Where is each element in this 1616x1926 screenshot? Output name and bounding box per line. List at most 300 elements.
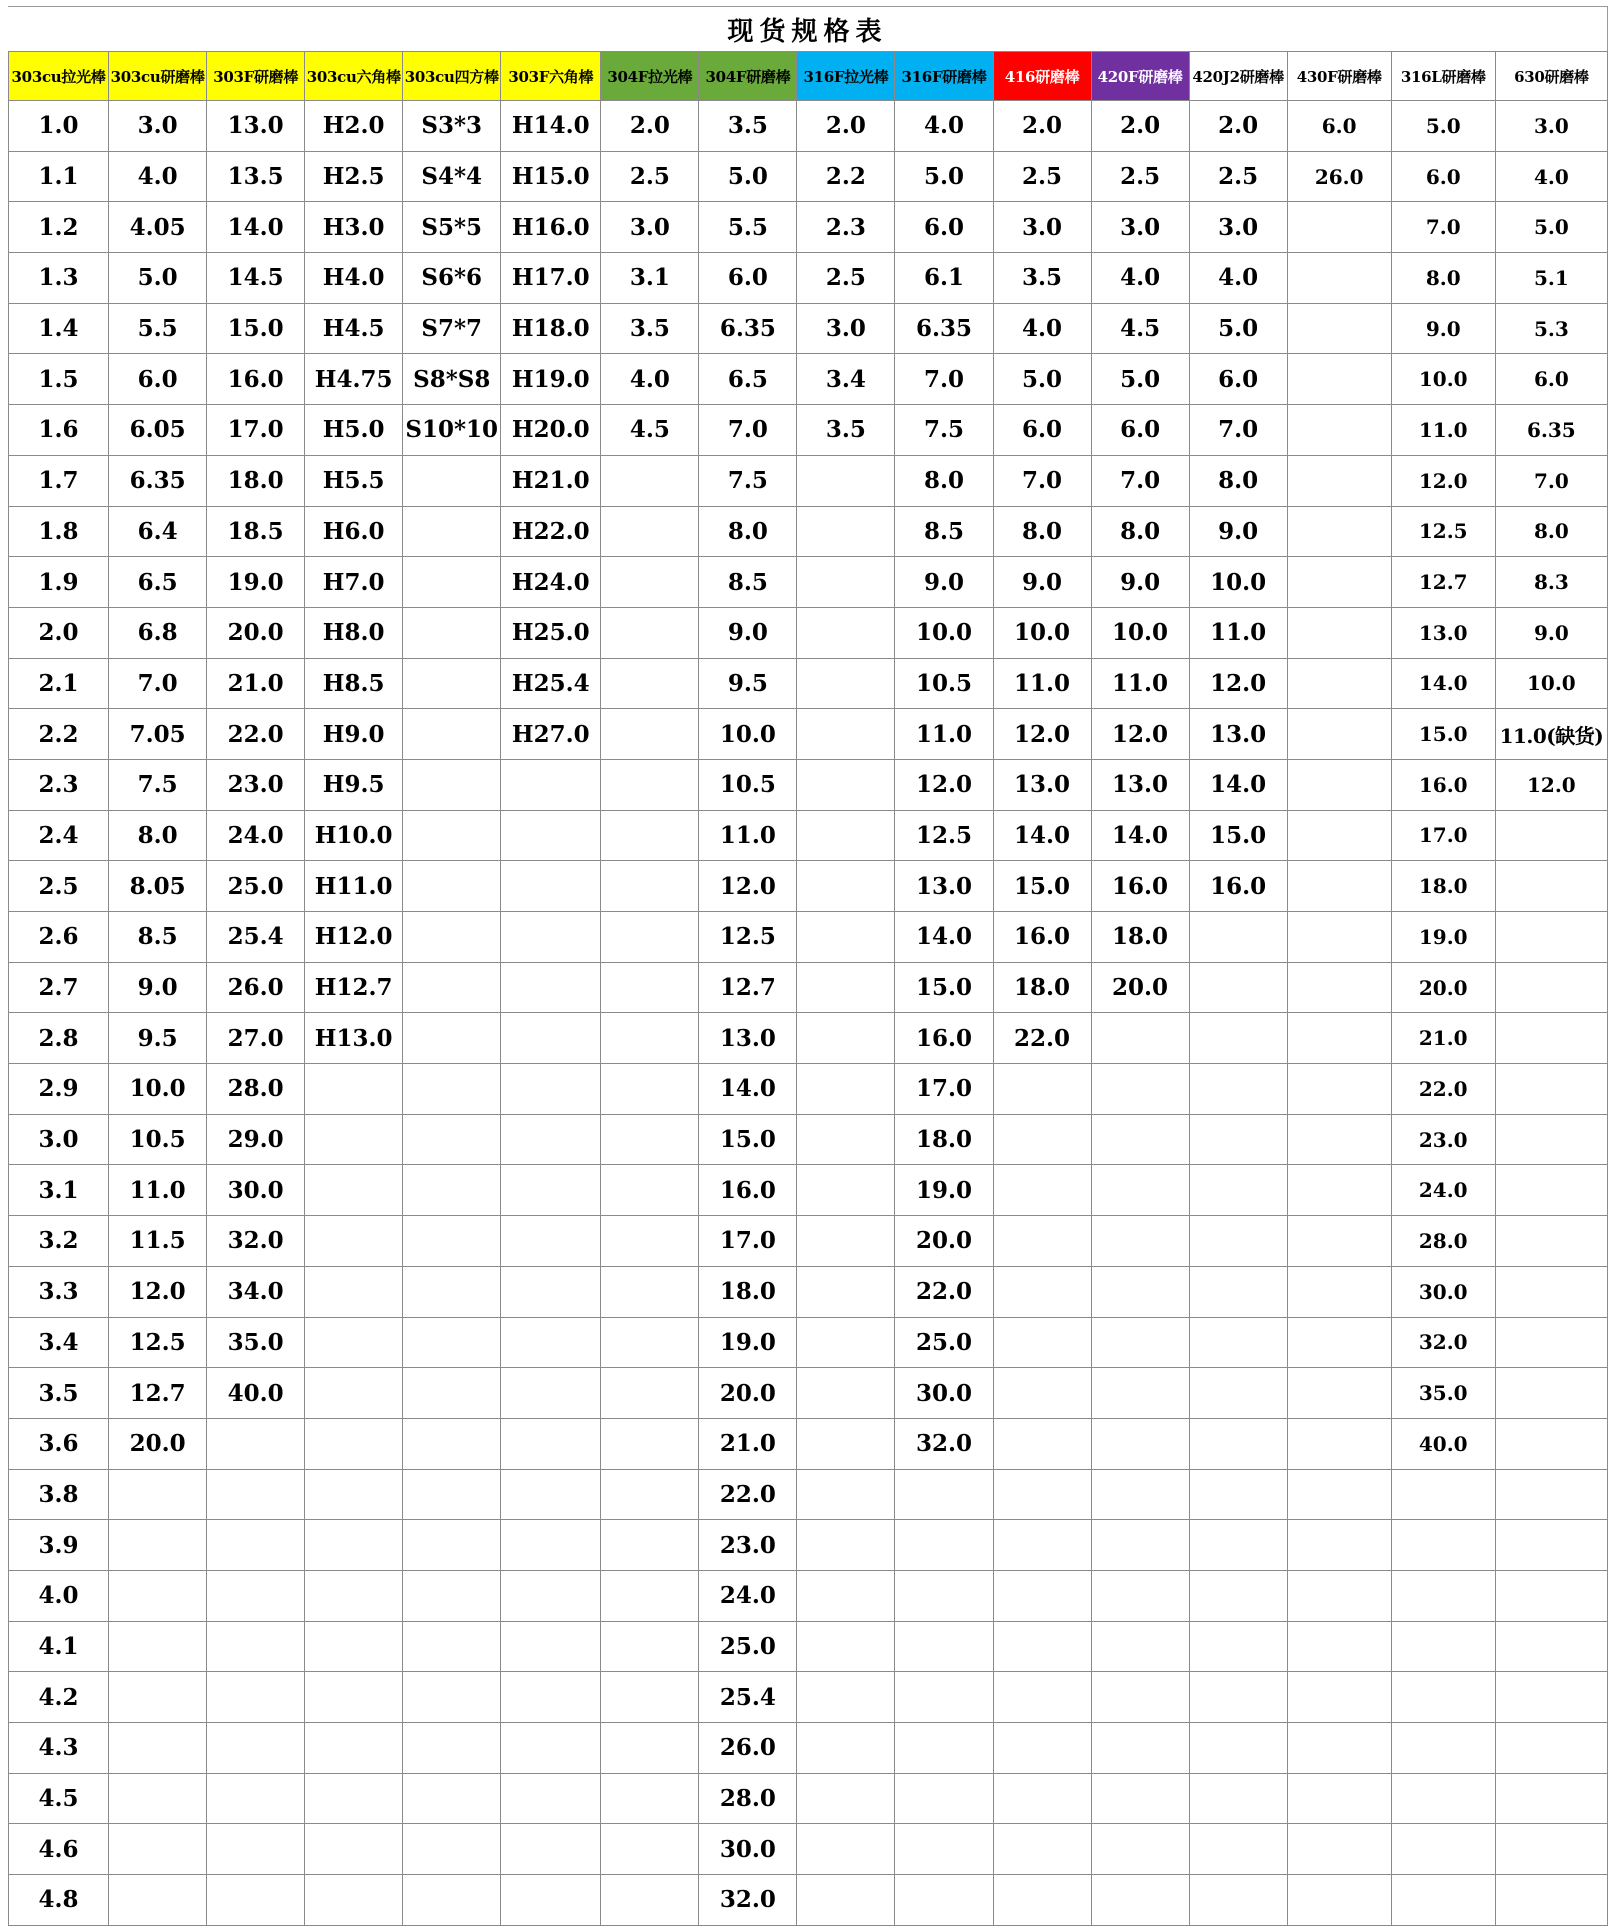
table-cell: 15.0 — [699, 1114, 797, 1165]
table-cell — [1287, 607, 1391, 658]
table-cell — [501, 810, 601, 861]
table-cell: 9.0 — [699, 607, 797, 658]
table-cell — [797, 1114, 895, 1165]
table-cell: 4.5 — [601, 405, 699, 456]
table-cell — [601, 1064, 699, 1115]
table-cell: 7.0 — [1091, 455, 1189, 506]
table-cell: 30.0 — [207, 1165, 305, 1216]
table-cell: 19.0 — [895, 1165, 993, 1216]
spec-table — [8, 51, 1608, 1926]
table-cell — [797, 1520, 895, 1571]
table-cell — [601, 1368, 699, 1419]
table-cell: S6*6 — [403, 253, 501, 304]
table-cell — [1091, 1773, 1189, 1824]
table-cell — [501, 1621, 601, 1672]
table-cell — [501, 1064, 601, 1115]
table-cell: 1.7 — [9, 455, 109, 506]
table-cell: H2.0 — [305, 101, 403, 152]
table-cell: 8.3 — [1495, 557, 1607, 608]
table-cell: 20.0 — [207, 607, 305, 658]
header-row — [9, 52, 1608, 101]
table-cell: 16.0 — [1091, 861, 1189, 912]
table-cell: H8.0 — [305, 607, 403, 658]
table-cell: 4.0 — [1495, 151, 1607, 202]
table-cell: 12.7 — [109, 1368, 207, 1419]
table-cell: 40.0 — [207, 1368, 305, 1419]
table-cell: 34.0 — [207, 1266, 305, 1317]
table-cell — [797, 1773, 895, 1824]
table-cell — [305, 1570, 403, 1621]
table-cell: 16.0 — [699, 1165, 797, 1216]
table-cell — [1287, 759, 1391, 810]
table-cell: 25.0 — [699, 1621, 797, 1672]
table-cell — [1287, 1418, 1391, 1469]
table-cell — [601, 1114, 699, 1165]
table-cell: 1.0 — [9, 101, 109, 152]
table-cell: 7.0 — [109, 658, 207, 709]
table-cell — [1091, 1570, 1189, 1621]
table-cell — [501, 1469, 601, 1520]
table-cell: 4.2 — [9, 1672, 109, 1723]
table-row — [9, 1216, 1608, 1267]
table-cell: 20.0 — [109, 1418, 207, 1469]
table-cell — [305, 1621, 403, 1672]
table-cell — [1091, 1723, 1189, 1774]
table-cell — [601, 1013, 699, 1064]
table-cell: 12.5 — [1391, 506, 1495, 557]
table-cell — [601, 506, 699, 557]
table-cell: 12.0 — [109, 1266, 207, 1317]
table-cell — [1495, 1216, 1607, 1267]
table-cell — [1287, 962, 1391, 1013]
table-cell: 14.5 — [207, 253, 305, 304]
table-cell — [797, 912, 895, 963]
table-cell — [1091, 1672, 1189, 1723]
table-cell — [1287, 1672, 1391, 1723]
table-cell — [993, 1520, 1091, 1571]
table-cell: 14.0 — [699, 1064, 797, 1115]
table-cell — [1287, 1368, 1391, 1419]
table-cell: 3.4 — [9, 1317, 109, 1368]
table-cell: 10.0 — [699, 709, 797, 760]
table-cell — [993, 1469, 1091, 1520]
table-cell: S4*4 — [403, 151, 501, 202]
table-cell: 23.0 — [1391, 1114, 1495, 1165]
table-cell — [403, 1875, 501, 1926]
table-cell: H4.75 — [305, 354, 403, 405]
table-cell: 8.0 — [993, 506, 1091, 557]
table-cell: 1.5 — [9, 354, 109, 405]
table-cell — [601, 759, 699, 810]
table-cell: 3.2 — [9, 1216, 109, 1267]
table-cell: 24.0 — [1391, 1165, 1495, 1216]
table-cell — [1495, 912, 1607, 963]
table-cell: 10.0 — [109, 1064, 207, 1115]
table-cell: 2.6 — [9, 912, 109, 963]
table-cell: 16.0 — [1189, 861, 1287, 912]
table-cell: H27.0 — [501, 709, 601, 760]
table-row — [9, 1824, 1608, 1875]
table-cell — [993, 1317, 1091, 1368]
table-cell — [403, 861, 501, 912]
table-cell: 12.0 — [699, 861, 797, 912]
table-cell — [601, 1570, 699, 1621]
table-cell — [403, 455, 501, 506]
table-row — [9, 405, 1608, 456]
table-cell: 15.0 — [895, 962, 993, 1013]
table-cell: H20.0 — [501, 405, 601, 456]
table-cell: 5.0 — [993, 354, 1091, 405]
table-cell: H4.5 — [305, 303, 403, 354]
table-row — [9, 1469, 1608, 1520]
table-cell — [1391, 1875, 1495, 1926]
column-header: 416研磨棒 — [993, 52, 1091, 101]
table-cell: 22.0 — [207, 709, 305, 760]
sheet-title: 现货规格表 — [8, 6, 1608, 51]
column-header: 303F六角棒 — [501, 52, 601, 101]
table-row — [9, 1621, 1608, 1672]
table-cell: 7.0 — [699, 405, 797, 456]
table-cell: 6.0 — [1091, 405, 1189, 456]
table-cell — [1495, 1368, 1607, 1419]
table-cell: 4.5 — [9, 1773, 109, 1824]
table-cell: 32.0 — [895, 1418, 993, 1469]
table-row — [9, 759, 1608, 810]
table-cell — [403, 810, 501, 861]
table-cell — [1287, 1216, 1391, 1267]
table-cell — [1287, 1266, 1391, 1317]
table-cell: 3.3 — [9, 1266, 109, 1317]
table-cell — [1495, 1064, 1607, 1115]
table-cell: 13.0 — [699, 1013, 797, 1064]
table-cell — [1391, 1773, 1495, 1824]
table-cell: 3.1 — [601, 253, 699, 304]
table-cell: 11.0 — [109, 1165, 207, 1216]
table-cell: 2.0 — [9, 607, 109, 658]
table-row — [9, 1266, 1608, 1317]
table-cell — [305, 1875, 403, 1926]
table-cell: 3.0 — [797, 303, 895, 354]
table-cell — [797, 1266, 895, 1317]
table-row — [9, 607, 1608, 658]
table-cell: 20.0 — [895, 1216, 993, 1267]
table-cell: 6.0 — [993, 405, 1091, 456]
table-cell — [1287, 1621, 1391, 1672]
table-cell: 14.0 — [1189, 759, 1287, 810]
table-cell — [601, 1469, 699, 1520]
table-cell — [305, 1520, 403, 1571]
table-cell — [1495, 1570, 1607, 1621]
table-cell: 8.0 — [895, 455, 993, 506]
table-cell — [993, 1165, 1091, 1216]
table-cell — [797, 861, 895, 912]
table-cell: 10.5 — [699, 759, 797, 810]
table-cell — [797, 759, 895, 810]
table-cell — [1391, 1520, 1495, 1571]
table-cell: 5.3 — [1495, 303, 1607, 354]
column-header: 303F研磨棒 — [207, 52, 305, 101]
table-cell: H14.0 — [501, 101, 601, 152]
table-cell: 6.4 — [109, 506, 207, 557]
table-cell: H12.0 — [305, 912, 403, 963]
table-cell — [207, 1824, 305, 1875]
table-cell: 2.4 — [9, 810, 109, 861]
table-cell — [601, 1165, 699, 1216]
table-cell — [1287, 1469, 1391, 1520]
table-cell — [1287, 1520, 1391, 1571]
table-cell — [797, 1469, 895, 1520]
table-cell: H24.0 — [501, 557, 601, 608]
table-cell: 17.0 — [699, 1216, 797, 1267]
table-cell — [109, 1672, 207, 1723]
table-cell — [403, 912, 501, 963]
table-cell — [797, 1418, 895, 1469]
table-cell: 7.0 — [1189, 405, 1287, 456]
table-cell: S10*10 — [403, 405, 501, 456]
table-cell — [1189, 1266, 1287, 1317]
table-cell — [1495, 1723, 1607, 1774]
table-row — [9, 810, 1608, 861]
table-cell: 3.5 — [601, 303, 699, 354]
table-cell: 4.0 — [895, 101, 993, 152]
table-cell: 11.0 — [1189, 607, 1287, 658]
table-cell — [1189, 1216, 1287, 1267]
table-cell: 13.0 — [993, 759, 1091, 810]
table-cell — [797, 1165, 895, 1216]
table-cell — [403, 1773, 501, 1824]
table-cell: 6.35 — [699, 303, 797, 354]
table-cell: 3.0 — [1091, 202, 1189, 253]
table-cell — [601, 1418, 699, 1469]
table-cell: 22.0 — [895, 1266, 993, 1317]
table-cell — [601, 1672, 699, 1723]
table-cell: 14.0 — [1391, 658, 1495, 709]
table-cell: 21.0 — [699, 1418, 797, 1469]
table-cell: 17.0 — [207, 405, 305, 456]
table-cell: 20.0 — [699, 1368, 797, 1419]
table-cell: H25.4 — [501, 658, 601, 709]
table-cell: 29.0 — [207, 1114, 305, 1165]
column-header: 316F研磨棒 — [895, 52, 993, 101]
table-cell — [501, 1520, 601, 1571]
table-cell — [1091, 1418, 1189, 1469]
table-row — [9, 1672, 1608, 1723]
table-cell — [501, 962, 601, 1013]
column-header: 303cu四方棒 — [403, 52, 501, 101]
table-cell: 19.0 — [207, 557, 305, 608]
table-cell — [601, 1773, 699, 1824]
table-cell — [1287, 1824, 1391, 1875]
table-cell: 25.0 — [207, 861, 305, 912]
table-cell: 2.0 — [1091, 101, 1189, 152]
table-cell: 11.0 — [699, 810, 797, 861]
table-row — [9, 709, 1608, 760]
table-cell — [797, 658, 895, 709]
table-cell — [993, 1621, 1091, 1672]
table-cell: 18.0 — [993, 962, 1091, 1013]
table-cell — [993, 1418, 1091, 1469]
table-cell — [501, 1114, 601, 1165]
table-row — [9, 1368, 1608, 1419]
table-cell: 8.0 — [699, 506, 797, 557]
table-cell: 10.5 — [895, 658, 993, 709]
table-cell: 12.5 — [699, 912, 797, 963]
table-cell — [1091, 1317, 1189, 1368]
table-cell: 6.0 — [895, 202, 993, 253]
table-cell — [1287, 506, 1391, 557]
table-cell: S5*5 — [403, 202, 501, 253]
table-cell: 12.0 — [1189, 658, 1287, 709]
table-cell — [601, 1216, 699, 1267]
table-cell — [1189, 962, 1287, 1013]
table-cell — [1189, 1723, 1287, 1774]
table-cell: 11.5 — [109, 1216, 207, 1267]
table-cell — [403, 1266, 501, 1317]
table-row — [9, 658, 1608, 709]
table-cell: 19.0 — [1391, 912, 1495, 963]
table-cell — [207, 1418, 305, 1469]
table-cell: 13.0 — [1091, 759, 1189, 810]
table-cell: H10.0 — [305, 810, 403, 861]
table-cell: 1.9 — [9, 557, 109, 608]
table-cell — [993, 1216, 1091, 1267]
table-cell: 5.1 — [1495, 253, 1607, 304]
table-cell — [601, 962, 699, 1013]
table-cell: 3.0 — [1189, 202, 1287, 253]
table-cell — [601, 455, 699, 506]
table-cell: 16.0 — [895, 1013, 993, 1064]
table-cell — [1495, 861, 1607, 912]
table-cell: 1.3 — [9, 253, 109, 304]
table-cell — [403, 1723, 501, 1774]
table-cell: H13.0 — [305, 1013, 403, 1064]
table-cell: 3.5 — [9, 1368, 109, 1419]
table-cell — [1189, 1621, 1287, 1672]
table-cell: 5.5 — [699, 202, 797, 253]
table-cell — [109, 1875, 207, 1926]
table-cell: H4.0 — [305, 253, 403, 304]
table-cell — [305, 1418, 403, 1469]
table-cell — [797, 1064, 895, 1115]
table-cell — [1189, 912, 1287, 963]
table-cell — [993, 1824, 1091, 1875]
table-cell: H3.0 — [305, 202, 403, 253]
table-cell: 16.0 — [207, 354, 305, 405]
table-cell: 10.0 — [993, 607, 1091, 658]
table-cell — [895, 1773, 993, 1824]
table-cell: 12.7 — [699, 962, 797, 1013]
table-cell: 20.0 — [1391, 962, 1495, 1013]
table-cell: 3.0 — [9, 1114, 109, 1165]
table-cell — [895, 1469, 993, 1520]
table-row — [9, 1570, 1608, 1621]
table-cell: 2.0 — [1189, 101, 1287, 152]
table-cell — [403, 658, 501, 709]
table-cell — [993, 1368, 1091, 1419]
table-cell: 9.0 — [1189, 506, 1287, 557]
table-cell: 30.0 — [1391, 1266, 1495, 1317]
table-cell — [403, 962, 501, 1013]
table-cell: 6.0 — [1391, 151, 1495, 202]
table-cell: 6.35 — [1495, 405, 1607, 456]
table-cell — [797, 1824, 895, 1875]
table-cell: 7.5 — [699, 455, 797, 506]
table-cell — [993, 1570, 1091, 1621]
table-row — [9, 1875, 1608, 1926]
table-cell — [501, 1418, 601, 1469]
table-cell: 16.0 — [1391, 759, 1495, 810]
table-cell — [797, 1570, 895, 1621]
table-cell: 3.5 — [993, 253, 1091, 304]
table-cell — [501, 1773, 601, 1824]
table-cell: 3.0 — [601, 202, 699, 253]
table-cell — [797, 1723, 895, 1774]
table-cell — [305, 1114, 403, 1165]
table-row — [9, 962, 1608, 1013]
table-cell: 12.0 — [993, 709, 1091, 760]
table-row — [9, 354, 1608, 405]
table-cell — [305, 1165, 403, 1216]
table-cell: 17.0 — [1391, 810, 1495, 861]
table-cell: 14.0 — [1091, 810, 1189, 861]
table-cell: H15.0 — [501, 151, 601, 202]
table-cell — [1495, 1266, 1607, 1317]
table-cell — [1391, 1723, 1495, 1774]
table-cell — [797, 1672, 895, 1723]
table-cell: 4.0 — [109, 151, 207, 202]
table-cell — [403, 1520, 501, 1571]
table-cell: 3.0 — [993, 202, 1091, 253]
table-cell: 8.05 — [109, 861, 207, 912]
table-row — [9, 1114, 1608, 1165]
table-cell: 4.0 — [1189, 253, 1287, 304]
table-cell — [1495, 1824, 1607, 1875]
table-cell — [1391, 1469, 1495, 1520]
table-cell: H22.0 — [501, 506, 601, 557]
table-cell — [797, 607, 895, 658]
table-cell: H8.5 — [305, 658, 403, 709]
table-cell — [109, 1520, 207, 1571]
table-cell: 5.0 — [109, 253, 207, 304]
table-cell: 4.1 — [9, 1621, 109, 1672]
table-cell: 14.0 — [993, 810, 1091, 861]
spec-sheet — [8, 6, 1608, 1926]
table-cell: 4.5 — [1091, 303, 1189, 354]
table-cell: 2.5 — [1189, 151, 1287, 202]
table-cell: 11.0 — [993, 658, 1091, 709]
table-cell: 24.0 — [699, 1570, 797, 1621]
table-cell — [1287, 1317, 1391, 1368]
table-cell: H21.0 — [501, 455, 601, 506]
table-cell: 13.0 — [895, 861, 993, 912]
table-row — [9, 1064, 1608, 1115]
table-cell: 28.0 — [699, 1773, 797, 1824]
table-cell: 2.9 — [9, 1064, 109, 1115]
table-cell: H11.0 — [305, 861, 403, 912]
table-cell — [305, 1368, 403, 1419]
table-cell: 5.0 — [1091, 354, 1189, 405]
table-cell: 7.0 — [895, 354, 993, 405]
table-cell — [305, 1216, 403, 1267]
table-cell — [797, 455, 895, 506]
table-row — [9, 1418, 1608, 1469]
table-cell — [207, 1570, 305, 1621]
table-cell: 10.0 — [1391, 354, 1495, 405]
table-cell: 2.2 — [9, 709, 109, 760]
table-cell — [1287, 1114, 1391, 1165]
table-cell: 4.6 — [9, 1824, 109, 1875]
table-cell — [1287, 557, 1391, 608]
